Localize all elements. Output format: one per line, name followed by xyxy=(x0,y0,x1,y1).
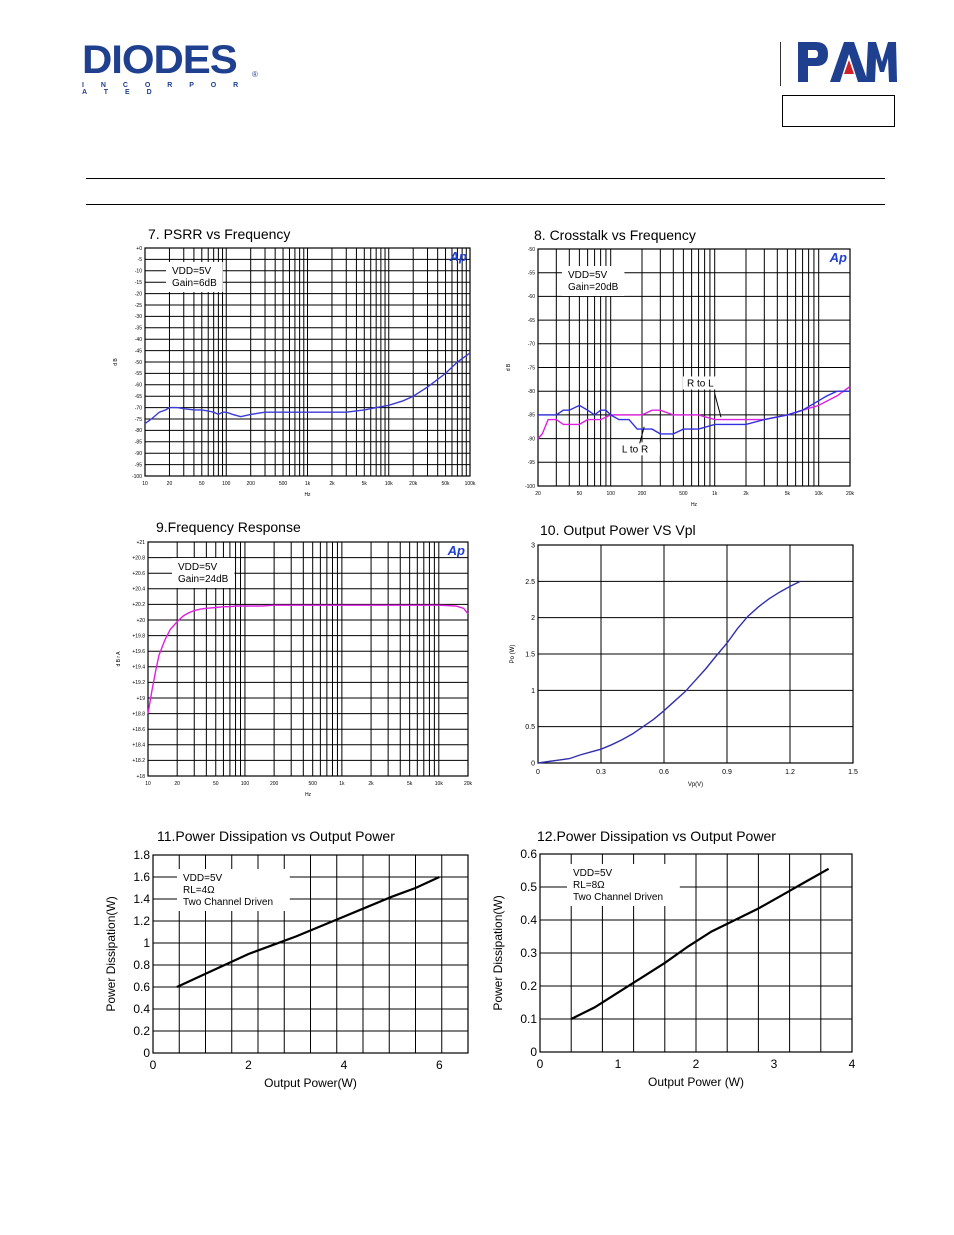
y-tick-label: 0.4 xyxy=(133,1002,150,1017)
y-tick-label: 1.5 xyxy=(525,651,535,659)
x-tick-label: 200 xyxy=(246,481,255,487)
y-tick-label: -90 xyxy=(527,436,535,443)
x-axis-label: Output Power(W) xyxy=(264,1076,357,1090)
y-tick-label: -70 xyxy=(527,341,535,348)
x-tick-label: 2 xyxy=(245,1058,252,1072)
x-tick-label: 2k xyxy=(329,481,335,487)
x-tick-label: 20 xyxy=(535,491,541,497)
y-tick-label: -100 xyxy=(131,473,142,480)
annotation-text: Two Channel Driven xyxy=(183,897,274,908)
registered-mark: ® xyxy=(252,70,258,79)
x-tick-label: 100 xyxy=(222,481,231,487)
y-tick-label: +18.4 xyxy=(132,742,145,749)
y-tick-label: +20.8 xyxy=(132,555,145,562)
y-tick-label: -20 xyxy=(134,291,142,298)
pam-logo-p xyxy=(798,42,828,82)
x-tick-label: 4 xyxy=(340,1058,348,1072)
y-tick-label: -50 xyxy=(527,246,535,253)
y-tick-label: +20 xyxy=(136,617,145,624)
y-tick-label: +0 xyxy=(136,245,142,252)
y-tick-label: -25 xyxy=(134,302,142,309)
x-tick-label: 1 xyxy=(614,1057,622,1071)
x-tick-label: 5k xyxy=(361,481,367,487)
y-tick-label: -5 xyxy=(137,257,142,264)
x-axis-label: Hz xyxy=(304,792,312,798)
x-tick-label: 0 xyxy=(149,1058,157,1072)
annotation-text: VDD=5V xyxy=(573,868,613,879)
ap-logo: Ap xyxy=(829,250,847,265)
x-tick-label: 0 xyxy=(536,769,540,776)
chart-title: 8. Crosstalk vs Frequency xyxy=(534,227,696,243)
y-axis-label: Po (W) xyxy=(510,644,516,664)
x-tick-label: 50 xyxy=(212,781,219,787)
y-tick-label: +21 xyxy=(136,539,145,546)
y-tick-label: 2.5 xyxy=(525,578,535,586)
annotation-text: VDD=5V xyxy=(178,562,218,573)
annotation-text: Gain=24dB xyxy=(178,574,229,585)
y-tick-label: 2 xyxy=(531,615,535,623)
y-tick-label: 0 xyxy=(531,760,535,768)
annotation-text: RL=8Ω xyxy=(573,880,605,891)
y-tick-label: -65 xyxy=(527,317,535,324)
x-tick-label: 6 xyxy=(436,1058,443,1072)
y-tick-label: +19.6 xyxy=(132,648,145,655)
y-tick-label: -60 xyxy=(527,294,535,301)
annotation-text: VDD=5V xyxy=(183,873,223,884)
y-tick-label: 0.1 xyxy=(520,1012,537,1027)
y-tick-label: +19.8 xyxy=(132,633,145,640)
y-tick-label: 0 xyxy=(530,1045,537,1060)
y-tick-label: -15 xyxy=(134,279,142,286)
header-divider xyxy=(780,42,781,86)
x-tick-label: 0.6 xyxy=(659,769,669,776)
y-tick-label: 0.2 xyxy=(133,1024,150,1039)
x-tick-label: 500 xyxy=(278,481,288,487)
x-tick-label: 0 xyxy=(536,1057,544,1071)
pam-logo xyxy=(796,40,898,84)
x-tick-label: 1.5 xyxy=(848,769,858,776)
x-tick-label: 4 xyxy=(848,1057,856,1071)
y-tick-label: -95 xyxy=(527,460,535,467)
y-tick-label: -70 xyxy=(134,405,142,412)
y-tick-label: 0.6 xyxy=(520,847,537,862)
x-tick-label: 1.2 xyxy=(785,769,795,776)
x-tick-label: 10k xyxy=(814,491,823,497)
chart-title: 12.Power Dissipation vs Output Power xyxy=(537,828,776,844)
x-axis-label: Vp(V) xyxy=(687,782,704,788)
y-tick-label: +18.8 xyxy=(132,711,145,718)
y-tick-label: -60 xyxy=(134,382,142,389)
y-tick-label: +19.2 xyxy=(132,680,145,687)
y-tick-label: -45 xyxy=(134,348,142,355)
y-tick-label: -50 xyxy=(134,359,142,366)
y-tick-label: -65 xyxy=(134,393,142,400)
y-axis-label: d B xyxy=(506,363,512,372)
x-tick-label: 10k xyxy=(434,781,443,787)
y-tick-label: -80 xyxy=(134,428,142,435)
pam-logo-m xyxy=(866,42,897,82)
y-tick-label: 0.5 xyxy=(520,880,537,895)
x-tick-label: 20 xyxy=(174,781,180,787)
chart-output-power xyxy=(490,514,870,809)
ap-logo: Ap xyxy=(449,249,467,264)
x-tick-label: 0.9 xyxy=(722,769,732,776)
header-rule-bottom xyxy=(86,204,885,205)
y-tick-label: 0.3 xyxy=(520,946,537,961)
callout-r-to-l: R to L xyxy=(686,378,714,390)
y-tick-label: +18.6 xyxy=(132,726,145,733)
y-tick-label: 0.2 xyxy=(520,979,537,994)
part-number-box xyxy=(782,95,895,127)
x-tick-label: 50 xyxy=(199,481,205,487)
x-tick-label: 100 xyxy=(240,781,250,787)
chart-power-dissipation-8ohm xyxy=(485,822,870,1112)
y-tick-label: 1.2 xyxy=(133,914,150,929)
x-tick-label: 10 xyxy=(142,481,148,487)
x-tick-label: 10k xyxy=(384,481,393,487)
y-tick-label: -10 xyxy=(134,268,142,275)
y-tick-label: 1 xyxy=(143,936,150,951)
x-tick-label: 10 xyxy=(145,781,151,787)
y-tick-label: -90 xyxy=(134,450,142,457)
y-tick-label: 3 xyxy=(531,542,535,550)
y-tick-label: -100 xyxy=(524,483,535,490)
y-tick-label: -75 xyxy=(527,365,535,372)
y-tick-label: -85 xyxy=(527,412,535,419)
y-tick-label: 0.8 xyxy=(133,958,150,973)
x-tick-label: 1k xyxy=(712,491,718,497)
y-tick-label: 1 xyxy=(531,687,535,695)
chart-psrr xyxy=(100,222,490,497)
y-tick-label: 0.5 xyxy=(525,724,535,732)
chart-title: 10. Output Power VS Vpl xyxy=(540,522,696,538)
y-tick-label: -75 xyxy=(134,416,142,423)
x-tick-label: 200 xyxy=(269,781,279,787)
chart-frequency-response xyxy=(100,514,490,799)
x-tick-label: 5k xyxy=(784,491,791,497)
x-tick-label: 1k xyxy=(339,781,345,787)
y-tick-label: -95 xyxy=(134,462,142,469)
y-axis-label: d B r A xyxy=(116,651,122,667)
x-tick-label: 5k xyxy=(406,781,413,787)
y-tick-label: 1.6 xyxy=(133,870,150,885)
x-tick-label: 3 xyxy=(770,1057,778,1071)
annotation-text: VDD=5V xyxy=(172,266,212,277)
diodes-logo-text: DIODES xyxy=(82,38,237,82)
y-axis-label: Power Dissipation(W) xyxy=(104,896,118,1012)
x-tick-label: 50 xyxy=(576,491,583,497)
y-tick-label: -35 xyxy=(134,325,142,332)
x-tick-label: 0.3 xyxy=(596,769,606,776)
x-tick-label: 200 xyxy=(637,491,647,497)
x-axis-label: Hz xyxy=(690,502,698,508)
x-tick-label: 20 xyxy=(166,481,173,487)
y-tick-label: +20.4 xyxy=(132,586,145,593)
x-tick-label: 500 xyxy=(679,491,688,497)
chart-title: 7. PSRR vs Frequency xyxy=(148,226,291,242)
x-tick-label: 500 xyxy=(308,781,317,787)
diodes-logo xyxy=(82,38,262,96)
header-rule-top xyxy=(86,178,885,179)
x-tick-label: 20k xyxy=(463,781,473,787)
y-tick-label: 0.4 xyxy=(520,913,537,928)
y-tick-label: +18.2 xyxy=(132,758,145,765)
y-tick-label: -55 xyxy=(134,371,142,378)
x-tick-label: 2k xyxy=(368,781,374,787)
y-axis-label: d B xyxy=(113,358,119,366)
y-tick-label: -30 xyxy=(134,314,142,321)
x-tick-label: 20k xyxy=(845,491,855,497)
x-tick-label: 1k xyxy=(304,481,311,487)
chart-title: 9.Frequency Response xyxy=(156,519,301,535)
x-tick-label: 20k xyxy=(409,481,418,487)
y-tick-label: -85 xyxy=(134,439,142,446)
y-tick-label: 0 xyxy=(143,1046,150,1061)
callout-l-to-r: L to R xyxy=(621,444,649,456)
y-tick-label: -80 xyxy=(527,388,535,395)
annotation-text: Gain=20dB xyxy=(568,282,619,293)
x-axis-label: Output Power (W) xyxy=(647,1075,745,1089)
x-tick-label: 100k xyxy=(464,481,476,487)
y-tick-label: +20.6 xyxy=(132,570,145,577)
y-tick-label: +18 xyxy=(136,773,145,780)
y-tick-label: +19 xyxy=(136,695,145,702)
diodes-logo-subtext: I N C O R P O R A T E D xyxy=(82,82,246,96)
ap-logo: Ap xyxy=(447,543,465,558)
y-tick-label: -55 xyxy=(527,270,535,277)
y-tick-label: -40 xyxy=(134,336,142,343)
annotation-text: RL=4Ω xyxy=(183,885,215,896)
x-tick-label: 100 xyxy=(606,491,615,497)
x-tick-label: 2 xyxy=(692,1057,700,1071)
annotation-text: VDD=5V xyxy=(568,270,608,281)
chart-power-dissipation-4ohm xyxy=(95,822,485,1112)
x-tick-label: 2k xyxy=(743,491,749,497)
x-tick-label: 50k xyxy=(441,481,450,487)
y-tick-label: 1.4 xyxy=(133,892,150,907)
y-tick-label: 0.6 xyxy=(133,980,150,995)
annotation-text: Two Channel Driven xyxy=(573,892,664,903)
y-axis-label: Power Dissipation(W) xyxy=(491,895,505,1011)
x-axis-label: Hz xyxy=(304,492,311,497)
annotation-text: Gain=6dB xyxy=(172,278,217,289)
chart-crosstalk xyxy=(490,222,870,512)
y-tick-label: +19.4 xyxy=(132,664,145,671)
y-tick-label: 1.8 xyxy=(133,848,150,863)
chart-title: 11.Power Dissipation vs Output Power xyxy=(157,828,395,844)
y-tick-label: +20.2 xyxy=(132,602,145,609)
